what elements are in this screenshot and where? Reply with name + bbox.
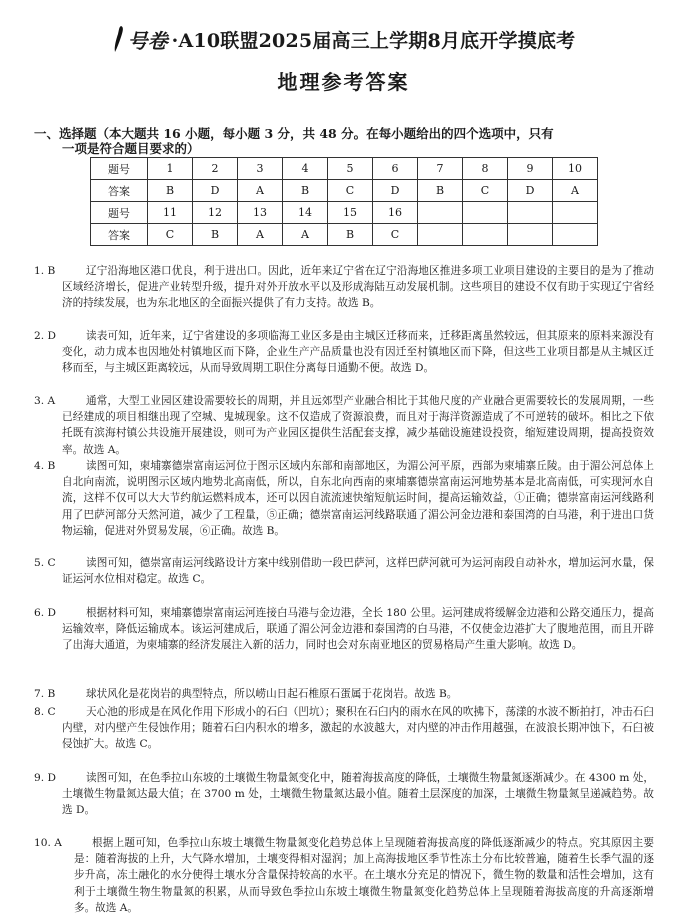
table-cell <box>508 224 553 246</box>
table-row <box>91 202 598 224</box>
explanation-text: 球状风化是花岗岩的典型特点，所以崂山日起石椎原石蛋属于花岗岩。故选 B。 <box>86 688 458 700</box>
table-row <box>91 180 598 202</box>
explanation-text: 辽宁沿海地区港口优良，利于进出口。因此，近年来辽宁省在辽宁沿海地区推进多项工业项目建设的主要目的是为了推动区域经济增长，促进产业转型升级，提升对外开放水平以及形成海陆互动发展机制。这些项目的建设不仅有助于实现辽宁省经济的持续发展，也为东北地区的全面振兴提供了有力支持。故选 B。 <box>62 265 654 310</box>
table-cell: 11 <box>148 202 193 224</box>
explanation-text: 读图可知，德崇富南运河线路设计方案中线别借助一段巴萨河，这样巴萨河就可为运河南段自动补水，增加运河水量，保证运河水位相对稳定。故选 C。 <box>62 557 654 586</box>
explanation-number: 10. A <box>34 837 62 849</box>
table-cell <box>508 202 553 224</box>
table-cell: 2 <box>193 158 238 180</box>
section-heading <box>34 126 654 156</box>
table-cell: 16 <box>373 202 418 224</box>
explanation-item <box>34 458 654 539</box>
explanation-text: 读图可知，在色季拉山东坡的土壤微生物量氮变化中，随着海拔高度的降低，土壤微生物量氮逐渐减少。在 4300 m 处，土壤微生物量氮达最大值；在 3700 m 处，土壤微生物量氮达最小值。随着土层深度的加深，土壤微生物量氮呈递减趋势。故选 D。 <box>62 772 654 817</box>
table-cell: 15 <box>328 202 373 224</box>
table-cell: 10 <box>553 158 598 180</box>
table-cell: A <box>553 180 598 202</box>
table-cell <box>553 224 598 246</box>
table-cell <box>463 202 508 224</box>
table-cell: D <box>373 180 418 202</box>
table-row <box>91 158 598 180</box>
explanation-number: 8. C <box>34 706 56 718</box>
table-cell: D <box>508 180 553 202</box>
page-subtitle: 地理参考答案 <box>277 70 410 94</box>
explanation-item <box>34 263 654 312</box>
header <box>0 22 687 95</box>
explanation-item <box>34 393 654 458</box>
table-cell: 1 <box>148 158 193 180</box>
table-cell: 8 <box>463 158 508 180</box>
brush-stroke-icon <box>112 25 126 53</box>
table-cell: 7 <box>418 158 463 180</box>
table-cell <box>418 202 463 224</box>
table-cell <box>418 224 463 246</box>
section-heading-line2: 一项是符合题目要求的） <box>62 141 200 156</box>
table-cell: 3 <box>238 158 283 180</box>
explanation-item <box>34 605 654 654</box>
table-cell: B <box>148 180 193 202</box>
answer-table <box>90 157 598 246</box>
table-cell: A <box>238 180 283 202</box>
table-cell: 4 <box>283 158 328 180</box>
page-title: ·A10联盟2025届高三上学期8月底开学摸底考 <box>171 29 576 52</box>
table-cell: 12 <box>193 202 238 224</box>
explanation-text: 天心池的形成是在风化作用下形成小的石臼（凹坑）；聚积在石臼内的雨水在风的吹拂下，荡漾的水波不断拍打，冲击石臼内壁，对内壁产生侵蚀作用；随着石臼内积水的增多，激起的水波越大，对内壁的冲击作用越强，在波浪长期冲蚀下，石臼被侵蚀扩大。故选 C。 <box>62 706 654 751</box>
table-cell: 9 <box>508 158 553 180</box>
explanation-text: 读图可知，柬埔寨德崇富南运河位于图示区域内东部和南部地区，为湄公河平原，西部为柬埔寨丘陵。由于湄公河总体上自北向南流，说明图示区域内地势北高南低，所以，自东北向西南的柬埔寨德崇富南运河地势基本是北高南低，可实现河水自流，这样不仅可以大大节约航运燃料成本，还可以因自流流速快缩短航运时间，提高运输效益，①正确；德崇富南运河线路利用了巴萨河部分天然河道，减少了工程量，⑤正确；德崇富南运河线路联通了湄公河金边港和泰国湾的白马港，利于进出口货物运输，促进对外贸易发展，⑥正确。故选 B。 <box>62 460 654 537</box>
table-cell: 14 <box>283 202 328 224</box>
table-cell: A <box>283 224 328 246</box>
table-cell: C <box>463 180 508 202</box>
table-row-header: 题号 <box>91 158 148 180</box>
explanation-number: 1. B <box>34 265 56 277</box>
explanation-text: 根据上题可知，色季拉山东坡土壤微生物量氮变化趋势总体上呈现随着海拔高度的降低逐渐减少的特点。究其原因主要是：随着海拔的上升，大气降水增加，土壤变得相对湿润；加上高海拔地区季节性冻土分布比较普遍，随着生长季气温的逐步升高，冻土融化的水分使得土壤水分含量保持较高的水平。在土壤水分充足的情况下，微生物的数量和活性会增加，这有利于土壤微生物生物量氮的积累，从而导致色季拉山东坡土壤微生物量氮变化趋势总体上呈现随着海拔高度的升高逐渐增多。故选 A。 <box>74 837 654 914</box>
explanation-number: 2. D <box>34 330 56 342</box>
table-cell: B <box>283 180 328 202</box>
table-cell: B <box>418 180 463 202</box>
explanation-item <box>34 770 654 819</box>
table-cell: C <box>328 180 373 202</box>
explanation-text: 根据材料可知，柬埔寨德崇富南运河连接白马港与金边港，全长 180 公里。运河建成将缓解金边港和公路交通压力，提高运输效率，降低运输成本。该运河建成后，联通了湄公河金边港和泰国湾的白马港，不仅使金边港扩大了腹地范围，而且开辟了出海大通道，为柬埔寨的经济发展注入新的活力，同时也会对东南亚地区的贸易格局产生重大影响。故选 D。 <box>62 607 654 652</box>
table-row-header: 答案 <box>91 180 148 202</box>
explanation-number: 9. D <box>34 772 56 784</box>
table-cell: B <box>193 224 238 246</box>
explanation-item <box>34 835 654 916</box>
section-heading-line1: 一、选择题（本大题共 16 小题，每小题 3 分，共 48 分。在每小题给出的四个选项中，只有 <box>34 126 554 141</box>
table-row <box>91 224 598 246</box>
explanation-number: 6. D <box>34 607 56 619</box>
table-cell: B <box>328 224 373 246</box>
explanation-number: 5. C <box>34 557 56 569</box>
explanation-number: 7. B <box>34 688 56 700</box>
table-cell: D <box>193 180 238 202</box>
table-row-header: 题号 <box>91 202 148 224</box>
explanation-item <box>34 555 654 587</box>
table-cell: C <box>148 224 193 246</box>
table-cell: 13 <box>238 202 283 224</box>
explanation-text: 读表可知，近年来，辽宁省建设的多项临海工业区多是由主城区迁移而来，迁移距离虽然较远，但其原来的原料来源没有变化，动力成本也因地处村镇地区而下降，企业生产产品质量也没有因迁至村镇地区而下降，但这些工业项目都是从主城区迁移而至，与主城区距离较远，从而导致周期工职住分离每日通勤不便。故选 D。 <box>62 330 654 375</box>
explanation-item <box>34 686 654 702</box>
table-row-header: 答案 <box>91 224 148 246</box>
explanation-text: 通常，大型工业园区建设需要较长的周期，并且远郊型产业融合相比于其他尺度的产业融合更需要较长的发展周期，一些已经建成的项目相继出现了空城、鬼城现象。这不仅造成了资源浪费，而且对于海洋资源造成了不可逆转的破坏。相比之下依托既有滨海村镇公共设施开展建设，则可为产业园区提供生活配套支撑，减少基础设施建设投资，缩短建设周期，提高投资效率。故选 A。 <box>62 395 654 456</box>
table-cell: 6 <box>373 158 418 180</box>
table-cell: C <box>373 224 418 246</box>
title-row <box>0 22 687 56</box>
table-cell: A <box>238 224 283 246</box>
explanation-item <box>34 328 654 377</box>
logo <box>112 25 168 54</box>
table-cell <box>463 224 508 246</box>
table-cell: 5 <box>328 158 373 180</box>
explanation-number: 3. A <box>34 395 56 407</box>
logo-text: 号卷 <box>127 28 168 53</box>
explanation-item <box>34 704 654 753</box>
explanation-number: 4. B <box>34 460 56 472</box>
table-cell <box>553 202 598 224</box>
